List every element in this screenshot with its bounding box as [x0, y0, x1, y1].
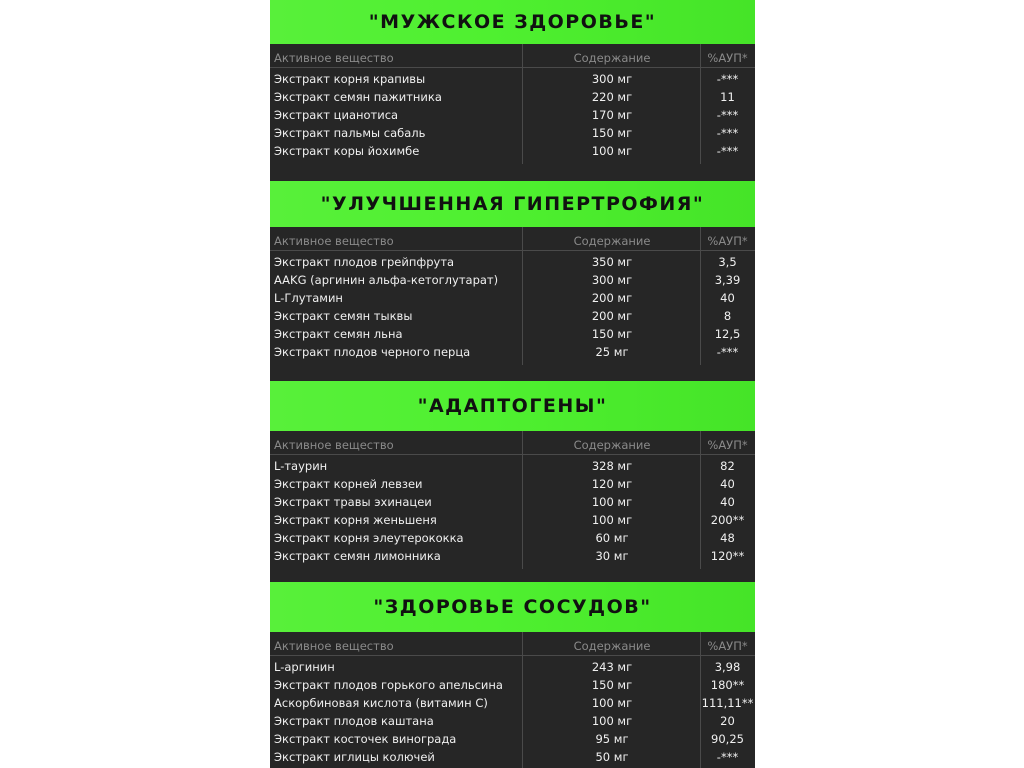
ingredient-rdi: 120**	[710, 549, 745, 563]
table-row	[270, 475, 755, 493]
substance-header: Активное вещество	[274, 51, 394, 65]
ingredient-rdi: 111,11**	[701, 696, 754, 710]
table-row	[270, 88, 755, 106]
content-header: Содержание	[573, 438, 651, 452]
table-row	[270, 529, 755, 547]
ingredient-amount: 150 мг	[591, 327, 633, 341]
ingredient-rdi: -***	[716, 345, 739, 359]
ingredient-name: Экстракт корней левзеи	[274, 477, 423, 491]
ingredient-name: Экстракт пальмы сабаль	[274, 126, 426, 140]
section-title: "МУЖСКОЕ ЗДОРОВЬЕ"	[368, 11, 657, 33]
ingredient-amount: 350 мг	[591, 255, 633, 269]
ingredient-name: Экстракт коры йохимбе	[274, 144, 420, 158]
ingredient-name: Экстракт плодов черного перца	[274, 345, 471, 359]
ingredient-amount: 95 мг	[595, 732, 629, 746]
table-header	[270, 49, 755, 67]
ingredient-rdi: 3,39	[714, 273, 741, 287]
ingredient-name: Экстракт косточек винограда	[274, 732, 457, 746]
ingredient-rdi: 180**	[710, 678, 745, 692]
ingredient-name: AAKG (аргинин альфа-кетоглутарат)	[274, 273, 499, 287]
rdi-header: %АУП*	[707, 234, 748, 248]
ingredient-name: Экстракт корня элеутерококка	[274, 531, 464, 545]
ingredient-name: Экстракт плодов горького апельсина	[274, 678, 503, 692]
ingredient-amount: 150 мг	[591, 678, 633, 692]
ingredient-name: Экстракт цианотиса	[274, 108, 399, 122]
ingredient-rdi: -***	[716, 126, 739, 140]
ingredient-amount: 100 мг	[591, 696, 633, 710]
ingredient-amount: 200 мг	[591, 309, 633, 323]
ingredients-table	[270, 44, 755, 164]
ingredient-amount: 328 мг	[591, 459, 633, 473]
ingredient-amount: 60 мг	[595, 531, 629, 545]
table-row	[270, 253, 755, 271]
ingredient-rdi: 12,5	[714, 327, 741, 341]
ingredient-rdi: 48	[720, 531, 735, 545]
ingredient-amount: 200 мг	[591, 291, 633, 305]
ingredient-rdi: 40	[720, 495, 735, 509]
content-header: Содержание	[573, 51, 651, 65]
section-banner	[270, 181, 755, 227]
ingredient-amount: 25 мг	[595, 345, 629, 359]
table-row	[270, 694, 755, 712]
table-header	[270, 232, 755, 250]
ingredient-name: Экстракт семян льна	[274, 327, 403, 341]
ingredient-name: Аскорбиновая кислота (витамин С)	[274, 696, 488, 710]
ingredient-amount: 170 мг	[591, 108, 633, 122]
ingredients-table	[270, 431, 755, 569]
section-banner	[270, 582, 755, 632]
table-row	[270, 676, 755, 694]
ingredient-name: Экстракт семян лимонника	[274, 549, 441, 563]
substance-header: Активное вещество	[274, 438, 394, 452]
table-row	[270, 289, 755, 307]
ingredient-rdi: 40	[720, 477, 735, 491]
ingredient-amount: 220 мг	[591, 90, 633, 104]
table-row	[270, 70, 755, 88]
section-title: "УЛУЧШЕННАЯ ГИПЕРТРОФИЯ"	[320, 193, 705, 215]
substance-header: Активное вещество	[274, 234, 394, 248]
ingredient-name: Экстракт корня крапивы	[274, 72, 426, 86]
ingredient-name: Экстракт плодов грейпфрута	[274, 255, 455, 269]
header-divider	[270, 67, 755, 68]
ingredient-name: Экстракт семян пажитника	[274, 90, 442, 104]
section-banner	[270, 0, 755, 44]
ingredient-rdi: 11	[720, 90, 735, 104]
ingredients-table	[270, 227, 755, 365]
table-row	[270, 343, 755, 361]
ingredient-name: Экстракт плодов каштана	[274, 714, 434, 728]
table-row	[270, 511, 755, 529]
table-header	[270, 436, 755, 454]
ingredient-name: Экстракт корня женьшеня	[274, 513, 437, 527]
table-row	[270, 547, 755, 565]
table-row	[270, 712, 755, 730]
table-row	[270, 325, 755, 343]
ingredient-name: L-аргинин	[274, 660, 335, 674]
rdi-header: %АУП*	[707, 438, 748, 452]
ingredient-amount: 30 мг	[595, 549, 629, 563]
table-row	[270, 457, 755, 475]
table-header	[270, 637, 755, 655]
table-row	[270, 748, 755, 766]
rdi-header: %АУП*	[707, 639, 748, 653]
ingredient-rdi: 90,25	[711, 732, 744, 746]
table-row	[270, 106, 755, 124]
ingredients-table	[270, 632, 755, 768]
section-title: "ЗДОРОВЬЕ СОСУДОВ"	[373, 596, 652, 618]
ingredient-name: Экстракт семян тыквы	[274, 309, 413, 323]
header-divider	[270, 655, 755, 656]
ingredient-rdi: 3,5	[718, 255, 737, 269]
table-row	[270, 307, 755, 325]
ingredient-amount: 100 мг	[591, 144, 633, 158]
ingredient-name: Экстракт травы эхинацеи	[274, 495, 432, 509]
ingredient-amount: 243 мг	[591, 660, 633, 674]
ingredient-rdi: 20	[720, 714, 735, 728]
nutrition-facts-panel	[270, 0, 755, 768]
content-header: Содержание	[573, 639, 651, 653]
section-title: "АДАПТОГЕНЫ"	[417, 395, 608, 417]
header-divider	[270, 250, 755, 251]
ingredient-amount: 300 мг	[591, 72, 633, 86]
ingredient-amount: 120 мг	[591, 477, 633, 491]
ingredient-rdi: -***	[716, 72, 739, 86]
ingredient-amount: 150 мг	[591, 126, 633, 140]
content-header: Содержание	[573, 234, 651, 248]
table-row	[270, 271, 755, 289]
ingredient-rdi: -***	[716, 750, 739, 764]
ingredient-rdi: 8	[723, 309, 732, 323]
ingredient-amount: 100 мг	[591, 714, 633, 728]
table-row	[270, 124, 755, 142]
ingredient-amount: 100 мг	[591, 513, 633, 527]
table-row	[270, 658, 755, 676]
ingredient-name: L-таурин	[274, 459, 328, 473]
table-row	[270, 730, 755, 748]
header-divider	[270, 454, 755, 455]
ingredient-rdi: 40	[720, 291, 735, 305]
ingredient-amount: 300 мг	[591, 273, 633, 287]
ingredient-name: Экстракт иглицы колючей	[274, 750, 435, 764]
table-row	[270, 493, 755, 511]
substance-header: Активное вещество	[274, 639, 394, 653]
ingredient-rdi: 200**	[710, 513, 745, 527]
ingredient-rdi: -***	[716, 108, 739, 122]
table-row	[270, 142, 755, 160]
rdi-header: %АУП*	[707, 51, 748, 65]
ingredient-rdi: 3,98	[714, 660, 741, 674]
ingredient-rdi: 82	[720, 459, 735, 473]
ingredient-rdi: -***	[716, 144, 739, 158]
ingredient-amount: 100 мг	[591, 495, 633, 509]
ingredient-name: L-Глутамин	[274, 291, 343, 305]
ingredient-amount: 50 мг	[595, 750, 629, 764]
section-banner	[270, 381, 755, 431]
